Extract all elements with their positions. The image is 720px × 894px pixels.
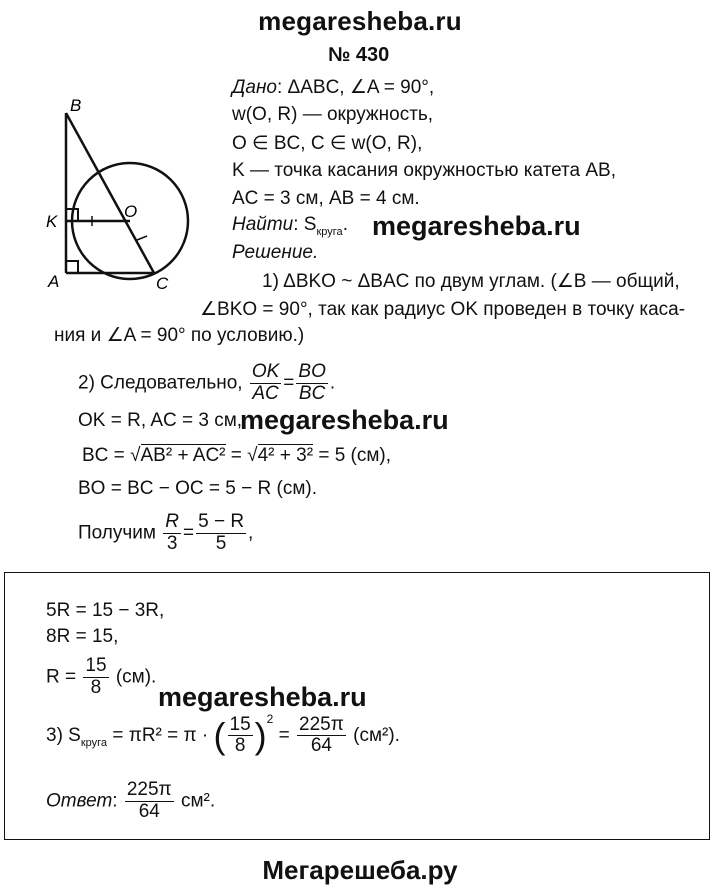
given-line-3: O ∈ BC, C ∈ w(O, R), (232, 133, 423, 154)
box-r-value: R = $\frac{15}{8}$ (см). (46, 655, 157, 698)
right-angle-a (66, 261, 78, 273)
given-line-1: Дано: ΔABC, ∠A = 90°, (232, 77, 435, 98)
label-c: C (156, 274, 169, 293)
label-o: O (124, 202, 138, 221)
given-line-2: w(O, R) — окружность, (232, 104, 434, 125)
tick-oc (137, 236, 147, 240)
box-line-2: 8R = 15, (46, 626, 119, 647)
step1-line-3: ния и ∠A = 90° по условию.) (54, 325, 305, 346)
step2-line-2: OK = R, AC = 3 см, (78, 410, 243, 431)
watermark-3: megaresheba.ru (158, 682, 367, 712)
site-header[interactable]: megaresheba.ru (258, 6, 462, 36)
solution-label: Решение. (232, 242, 319, 263)
find-line: Найти: $S_{круга}$. (232, 214, 348, 238)
problem-number: № 430 (328, 44, 390, 66)
triangle-circle-figure (40, 95, 220, 295)
box-area-line: 3) $S_{круга} = \pi R^2 = \pi$ · ( $\frac{15}{8}$ )$^2$ = $\frac{225\pi}{64}$ (см²). (46, 712, 400, 757)
step2-ratio: 2) Следовательно, $\frac{OK}{AC}$ = $\frac{BO}{BC}$ . (78, 361, 336, 404)
step2-line-4: BO = BC − OC = 5 − R (см). (78, 478, 318, 499)
step2-bc-line: BC = √AB² + AC² = √4² + 3² = 5 (см), (82, 445, 392, 466)
label-b: B (70, 96, 82, 115)
step2-get: Получим $\frac{R}{3}$ = $\frac{5 - R}{5}$ , (78, 511, 254, 554)
step1-line-1: 1) ΔBKO ~ ΔBAC по двум углам. (∠B — общий, (262, 271, 680, 292)
box-answer: Ответ: $\frac{225\pi}{64}$ см². (46, 779, 216, 822)
box-line-1: 5R = 15 − 3R, (46, 600, 165, 621)
step1-line-2: ∠BKO = 90°, так как радиус OK проведен в точку каса- (200, 299, 686, 320)
site-footer[interactable]: Мегарешеба.ру (262, 855, 458, 885)
label-k: K (46, 212, 58, 231)
label-a: A (48, 272, 60, 291)
given-line-4: K — точка касания окружностью катета AB, (232, 160, 616, 181)
given-line-5: AC = 3 см, AB = 4 см. (232, 188, 420, 209)
watermark-1: megaresheba.ru (372, 211, 581, 241)
watermark-2: megaresheba.ru (240, 405, 449, 435)
